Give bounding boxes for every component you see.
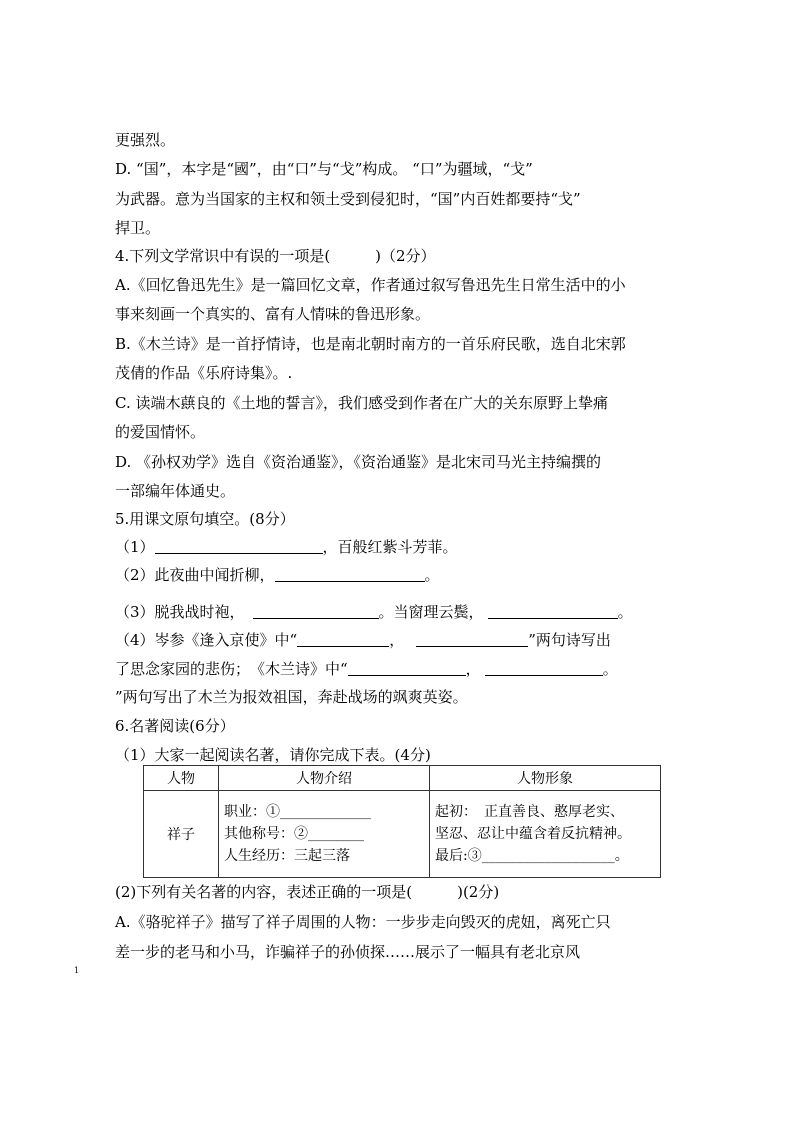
verse-text: ，百般红紫斗芳菲。: [322, 538, 458, 556]
fill-blank-4-cont: [115, 659, 618, 679]
option-a-cont: 差一步的老马和小马，诈骗祥子的孙侦探……展示了一幅具有老北京风: [115, 943, 581, 961]
option-b-cont: 茂倩的作品《乐府诗集》。.: [115, 364, 293, 382]
verse-text: （4）岑参《逢入京使》中“: [115, 631, 298, 649]
image-line: 坚忍、忍让中蕴含着反抗精神。: [435, 826, 631, 842]
intro-line: 其他称号：②________: [224, 826, 364, 842]
verse-text: 。当窗理云鬓，: [378, 603, 484, 621]
question-6-2: (2)下列有关名著的内容，表述正确的一项是( )(2分): [115, 883, 500, 901]
verse-text: 了思念家园的悲伤； 《木兰诗》中“: [115, 660, 348, 678]
verse-text: ，: [389, 631, 405, 649]
option-d-cont: 一部编年体通史。: [115, 482, 236, 500]
verse-text: ，: [465, 660, 481, 678]
character-image: [430, 791, 661, 878]
verse-text: （2）此夜曲中闻折柳，: [115, 566, 275, 584]
option-c-cont: 的爱国情怀。: [115, 423, 206, 441]
text-line: 捍卫。: [115, 219, 161, 237]
option-d: D. 《孙权劝学》选自《资治通鉴》，《资治通鉴》是北宋司马光主持编撰的: [115, 453, 602, 471]
answer-blank[interactable]: [416, 631, 528, 647]
text-line: 为武器。意为当国家的主权和领土受到侵犯时，“国”内百姓都要持“戈”: [115, 190, 581, 208]
answer-blank[interactable]: [275, 566, 425, 582]
question-6: 6.名著阅读(6分）: [115, 717, 235, 735]
verse-text: 。: [617, 603, 633, 621]
text-line: ”两句写出了木兰为报效祖国，奔赴战场的飒爽英姿。: [115, 688, 468, 706]
answer-blank[interactable]: [253, 603, 379, 619]
answer-blank[interactable]: [297, 631, 389, 647]
text-line: 更强烈。: [115, 131, 176, 149]
item-number: （1）: [115, 538, 155, 556]
answer-blank[interactable]: [485, 660, 603, 676]
question-4: 4.下列文学常识中有误的一项是( )（2分）: [115, 247, 436, 265]
verse-text: ”两句诗写出: [528, 631, 611, 649]
table-header: 人物形象: [430, 766, 661, 791]
verse-text: 。: [424, 566, 440, 584]
character-table: [143, 765, 661, 878]
option-c: C. 读端木蕻良的《土地的誓言》，我们感受到作者在广大的关东原野上挚痛: [115, 394, 608, 412]
option-a-cont: 事来刻画一个真实的、富有人情味的鲁迅形象。: [115, 305, 431, 323]
question-5: 5.用课文原句填空。(8分）: [115, 510, 295, 528]
intro-line: 职业：①_____________: [224, 804, 371, 820]
fill-blank-2: [115, 565, 440, 585]
table-header: 人物介绍: [219, 766, 430, 791]
fill-blank-4: [115, 630, 611, 650]
option-a: A.《骆驼祥子》描写了祥子周围的人物：一步步走向毁灭的虎妞，离死亡只: [115, 913, 611, 931]
text-line: D. “国”，本字是“國”，由“口”与“戈”构成。 “口”为疆域，“戈”: [115, 160, 533, 178]
image-line: 最后:③___________________。: [435, 848, 629, 864]
page-number: 1: [74, 966, 80, 975]
fill-blank-1: [115, 537, 458, 557]
option-b: B.《木兰诗》是一首抒情诗，也是南北朝时南方的一首乐府民歌，选自北宋郭: [115, 335, 626, 353]
verse-text: （3）脱我战时袍，: [115, 603, 245, 621]
answer-blank[interactable]: [488, 603, 618, 619]
verse-text: 。: [602, 660, 618, 678]
option-a: A.《回忆鲁迅先生》是一篇回忆文章，作者通过叙写鲁迅先生日常生活中的小: [115, 276, 626, 294]
table-header: 人物: [144, 766, 219, 791]
image-line: 起初： 正直善良、憨厚老实、: [435, 804, 624, 820]
character-intro: [219, 791, 430, 878]
character-name: 祥子: [144, 791, 219, 878]
question-6-1: （1）大家一起阅读名著，请你完成下表。(4分): [115, 746, 431, 764]
intro-line: 人生经历：三起三落: [224, 848, 350, 864]
answer-blank[interactable]: [348, 660, 466, 676]
answer-blank[interactable]: [155, 538, 323, 554]
fill-blank-3: [115, 602, 633, 622]
